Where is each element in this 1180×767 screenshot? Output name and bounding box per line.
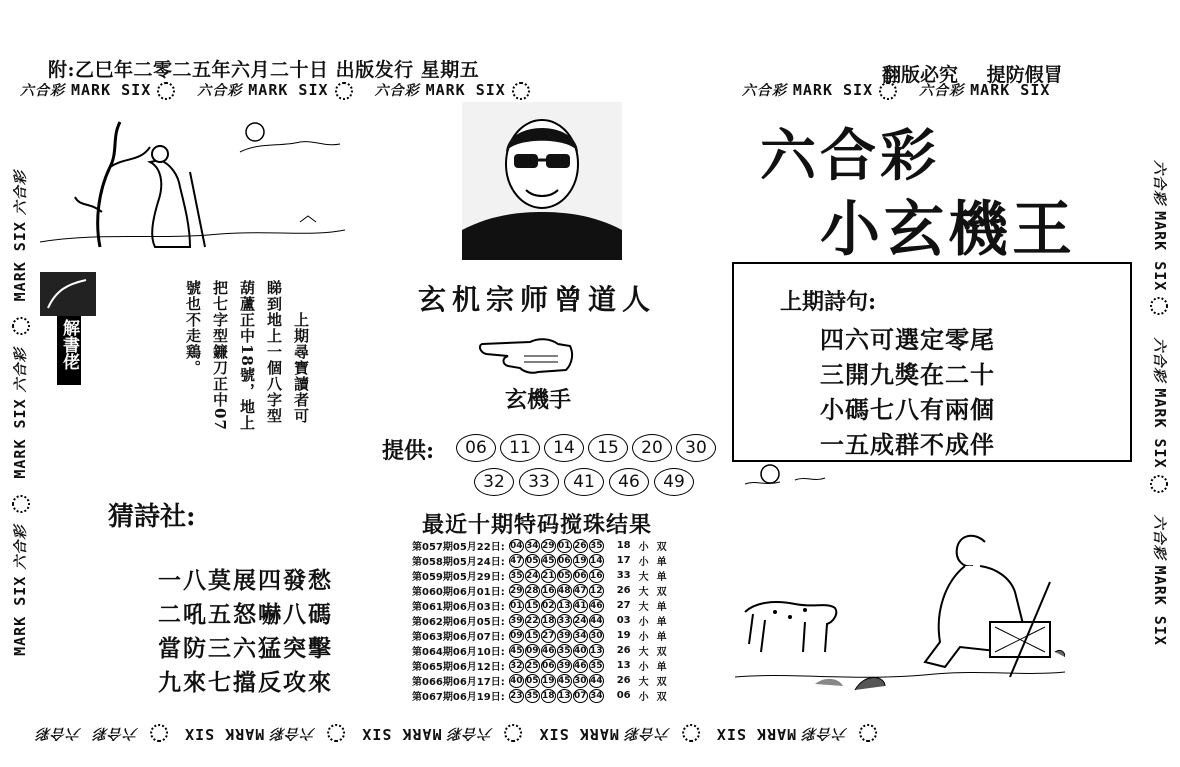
flower-icon — [879, 82, 897, 100]
draw-label: 第057期05月22日: — [412, 542, 505, 553]
guess-line: 一八莫展四發愁 — [158, 567, 333, 594]
table-row — [410, 598, 669, 613]
drawn-number: 14 — [589, 555, 603, 566]
hand-label: 玄機手 — [505, 387, 572, 413]
number-ball: 32 — [474, 468, 514, 496]
table-row — [410, 628, 669, 643]
draw-numbers — [507, 538, 607, 553]
last-poem-line: 小碼七八有兩個 — [820, 395, 995, 424]
guess-line: 當防三六猛突擊 — [158, 635, 333, 662]
draw-size: 小 — [638, 632, 649, 643]
draw-numbers — [507, 643, 607, 658]
drawn-number: 01 — [509, 600, 523, 611]
drawn-number: 34 — [573, 630, 587, 641]
draw-special: 26 — [616, 585, 631, 596]
drawn-number: 35 — [589, 660, 603, 671]
draw-size: 大 — [638, 572, 649, 583]
drawn-number: 15 — [525, 600, 539, 611]
draw-parity: 单 — [656, 662, 667, 673]
drawn-number: 24 — [573, 615, 587, 626]
drawn-number: 35 — [525, 690, 539, 701]
drawn-number: 25 — [525, 660, 539, 671]
drawn-number: 46 — [573, 660, 587, 671]
draw-label: 第061期06月03日: — [412, 602, 505, 613]
drawn-number: 15 — [525, 630, 539, 641]
draw-parity: 单 — [656, 602, 667, 613]
drawn-number: 30 — [589, 630, 603, 641]
draw-numbers — [507, 613, 607, 628]
guess-line: 九來七擋反攻來 — [158, 669, 333, 696]
table-row — [410, 643, 669, 658]
flower-icon — [512, 82, 530, 100]
draw-label: 第058期05月24日: — [412, 557, 505, 568]
draw-label: 第067期06月19日: — [412, 692, 505, 703]
draw-size: 小 — [638, 662, 649, 673]
drawn-number: 06 — [541, 660, 555, 671]
border-strip-left: MARK SIX六合彩 MARK SIX六合彩 MARK SIX六合彩 — [11, 170, 29, 656]
copyright-text-2: 提防假冒 — [986, 64, 1063, 86]
drawn-number: 13 — [557, 690, 571, 701]
drawn-number: 26 — [573, 540, 587, 551]
flower-icon — [157, 82, 175, 100]
drawn-number: 09 — [509, 630, 523, 641]
drawn-number: 23 — [509, 690, 523, 701]
drawn-number: 35 — [589, 540, 603, 551]
number-ball: 15 — [588, 434, 628, 462]
draw-special: 33 — [616, 570, 631, 581]
draw-size: 大 — [638, 677, 649, 688]
draw-label: 第065期06月12日: — [412, 662, 505, 673]
riddle-column: 葫蘆正中18號，地上 — [238, 280, 256, 431]
drawn-number: 40 — [509, 675, 523, 686]
drawn-number: 44 — [589, 675, 603, 686]
table-row — [410, 553, 669, 568]
drawn-number: 39 — [509, 615, 523, 626]
draw-label: 第066期06月17日: — [412, 677, 505, 688]
draw-label: 第060期06月01日: — [412, 587, 505, 598]
last-poem-heading: 上期詩句: — [780, 289, 877, 315]
draw-numbers — [507, 553, 607, 568]
border-strip-bottom: 六合彩MARK SIX 六合彩MARK SIX 六合彩MARK SIX 六合彩MARK SIX 六合彩六合彩 — [30, 724, 883, 744]
drawn-number: 39 — [557, 630, 571, 641]
drawn-number: 34 — [589, 690, 603, 701]
draw-parity: 双 — [656, 587, 667, 598]
draw-size: 大 — [638, 587, 649, 598]
drawn-number: 40 — [573, 645, 587, 656]
provide-row-2 — [474, 468, 694, 496]
drawn-number: 45 — [509, 645, 523, 656]
number-ball: 20 — [632, 434, 672, 462]
scholar-illustration — [40, 112, 350, 262]
drawn-number: 47 — [573, 585, 587, 596]
draw-special: 27 — [616, 600, 631, 611]
guess-heading: 猜詩社: — [108, 502, 196, 532]
drawn-number: 13 — [557, 600, 571, 611]
provide-row-1 — [456, 434, 716, 462]
results-table — [410, 538, 669, 703]
drawn-number: 19 — [573, 555, 587, 566]
title-line-2: 小玄機王 — [820, 195, 1076, 265]
flower-icon — [1151, 475, 1169, 493]
riddle-column: 號也不走鶏。 — [184, 280, 202, 376]
drawn-number: 16 — [589, 570, 603, 581]
drawn-number: 09 — [525, 645, 539, 656]
flower-icon — [150, 725, 168, 743]
drawn-number: 06 — [557, 555, 571, 566]
flower-icon — [327, 725, 345, 743]
drawn-number: 18 — [541, 615, 555, 626]
draw-size: 小 — [638, 557, 649, 568]
draw-size: 大 — [638, 647, 649, 658]
drawn-number: 24 — [525, 570, 539, 581]
drawn-number: 22 — [525, 615, 539, 626]
issue-date-line: 附:乙巳年二零二五年六月二十日 出版发行 星期五 — [48, 59, 480, 81]
draw-special: 03 — [616, 615, 631, 626]
riddle-column: 上期尋寶讀者可 — [292, 312, 310, 424]
border-strip-right: 六合彩MARK SIX 六合彩MARK SIX 六合彩MARK SIX — [1151, 160, 1169, 646]
drawn-number: 32 — [509, 660, 523, 671]
drawn-number: 27 — [541, 630, 555, 641]
draw-numbers — [507, 583, 607, 598]
flower-icon — [859, 725, 877, 743]
drawn-number: 05 — [525, 675, 539, 686]
drawn-number: 41 — [573, 600, 587, 611]
drawn-number: 21 — [541, 570, 555, 581]
table-row — [410, 568, 669, 583]
drawn-number: 48 — [557, 585, 571, 596]
number-ball: 33 — [519, 468, 559, 496]
table-row — [410, 658, 669, 673]
draw-label: 第062期06月05日: — [412, 617, 505, 628]
draw-special: 26 — [616, 675, 631, 686]
table-row — [410, 688, 669, 703]
drawn-number: 28 — [525, 585, 539, 596]
flower-icon — [335, 82, 353, 100]
master-name: 玄机宗师曾道人 — [418, 283, 657, 316]
drawn-number: 05 — [525, 555, 539, 566]
number-ball: 41 — [564, 468, 604, 496]
number-ball: 11 — [500, 434, 540, 462]
draw-special: 26 — [616, 645, 631, 656]
drawn-number: 19 — [541, 675, 555, 686]
drawn-number: 44 — [589, 615, 603, 626]
draw-numbers — [507, 598, 607, 613]
draw-parity: 单 — [656, 572, 667, 583]
draw-parity: 双 — [656, 692, 667, 703]
riddle-text — [180, 280, 313, 431]
drawn-number: 29 — [509, 585, 523, 596]
draw-parity: 双 — [656, 647, 667, 658]
man-and-dog-illustration — [735, 462, 1065, 712]
draw-parity: 单 — [656, 557, 667, 568]
draw-special: 13 — [616, 660, 631, 671]
drawn-number: 05 — [557, 570, 571, 581]
badge-artwork — [38, 270, 98, 318]
draw-numbers — [507, 568, 607, 583]
drawn-number: 35 — [509, 570, 523, 581]
riddle-badge: 解書佬 — [57, 303, 81, 385]
draw-numbers — [507, 658, 607, 673]
table-row — [410, 538, 669, 553]
drawn-number: 18 — [541, 690, 555, 701]
flower-icon — [12, 495, 30, 513]
table-row — [410, 673, 669, 688]
last-poem-line: 一五成群不成伴 — [820, 430, 995, 459]
last-poem-line: 三開九獎在二十 — [820, 360, 995, 389]
riddle-column: 睇到地上一個八字型 — [265, 280, 283, 424]
draw-size: 小 — [638, 542, 649, 553]
drawn-number: 04 — [509, 540, 523, 551]
flower-icon — [12, 317, 30, 335]
draw-size: 小 — [638, 617, 649, 628]
results-title: 最近十期特码搅珠结果 — [422, 512, 653, 538]
draw-special: 18 — [616, 540, 631, 551]
drawn-number: 01 — [557, 540, 571, 551]
drawn-number: 16 — [541, 585, 555, 596]
flower-icon — [1151, 297, 1169, 315]
number-ball: 49 — [654, 468, 694, 496]
number-ball: 30 — [676, 434, 716, 462]
pointing-hand-icon — [478, 330, 578, 378]
drawn-number: 46 — [589, 600, 603, 611]
guess-line: 二吼五怒嚇八碼 — [158, 601, 333, 628]
draw-parity: 单 — [656, 617, 667, 628]
drawn-number: 35 — [557, 645, 571, 656]
flower-icon — [505, 725, 523, 743]
riddle-column: 把七字型鐮刀正中07 — [211, 280, 229, 431]
flower-icon — [682, 725, 700, 743]
provide-label: 提供: — [382, 438, 435, 464]
number-ball: 14 — [544, 434, 584, 462]
number-ball: 06 — [456, 434, 496, 462]
drawn-number: 29 — [541, 540, 555, 551]
draw-size: 小 — [638, 692, 649, 703]
draw-numbers — [507, 628, 607, 643]
draw-label: 第064期06月10日: — [412, 647, 505, 658]
draw-label: 第063期06月07日: — [412, 632, 505, 643]
draw-label: 第059期05月29日: — [412, 572, 505, 583]
draw-parity: 双 — [656, 677, 667, 688]
drawn-number: 07 — [573, 690, 587, 701]
drawn-number: 45 — [557, 675, 571, 686]
draw-parity: 双 — [656, 542, 667, 553]
draw-numbers — [507, 673, 607, 688]
drawn-number: 34 — [525, 540, 539, 551]
drawn-number: 39 — [557, 660, 571, 671]
table-row — [410, 583, 669, 598]
draw-parity: 单 — [656, 632, 667, 643]
drawn-number: 33 — [557, 615, 571, 626]
drawn-number: 45 — [541, 555, 555, 566]
drawn-number: 02 — [541, 600, 555, 611]
drawn-number: 06 — [573, 570, 587, 581]
table-row — [410, 613, 669, 628]
draw-numbers — [507, 688, 607, 703]
master-portrait — [462, 102, 622, 260]
number-ball: 46 — [609, 468, 649, 496]
drawn-number: 13 — [589, 645, 603, 656]
draw-special: 19 — [616, 630, 631, 641]
last-poem-line: 四六可選定零尾 — [820, 325, 995, 354]
draw-special: 06 — [616, 690, 631, 701]
drawn-number: 12 — [589, 585, 603, 596]
drawn-number: 47 — [509, 555, 523, 566]
copyright-text-1: 翻版必究 — [882, 64, 959, 86]
draw-special: 17 — [616, 555, 631, 566]
draw-size: 大 — [638, 602, 649, 613]
drawn-number: 30 — [573, 675, 587, 686]
drawn-number: 46 — [541, 645, 555, 656]
title-line-1: 六合彩 — [760, 124, 940, 189]
border-strip-top: 六合彩 MARK SIX 六合彩 MARK SIX 六合彩 MARK SIX 六合彩 MARK SIX 六合彩 MARK SIX — [20, 81, 1051, 99]
